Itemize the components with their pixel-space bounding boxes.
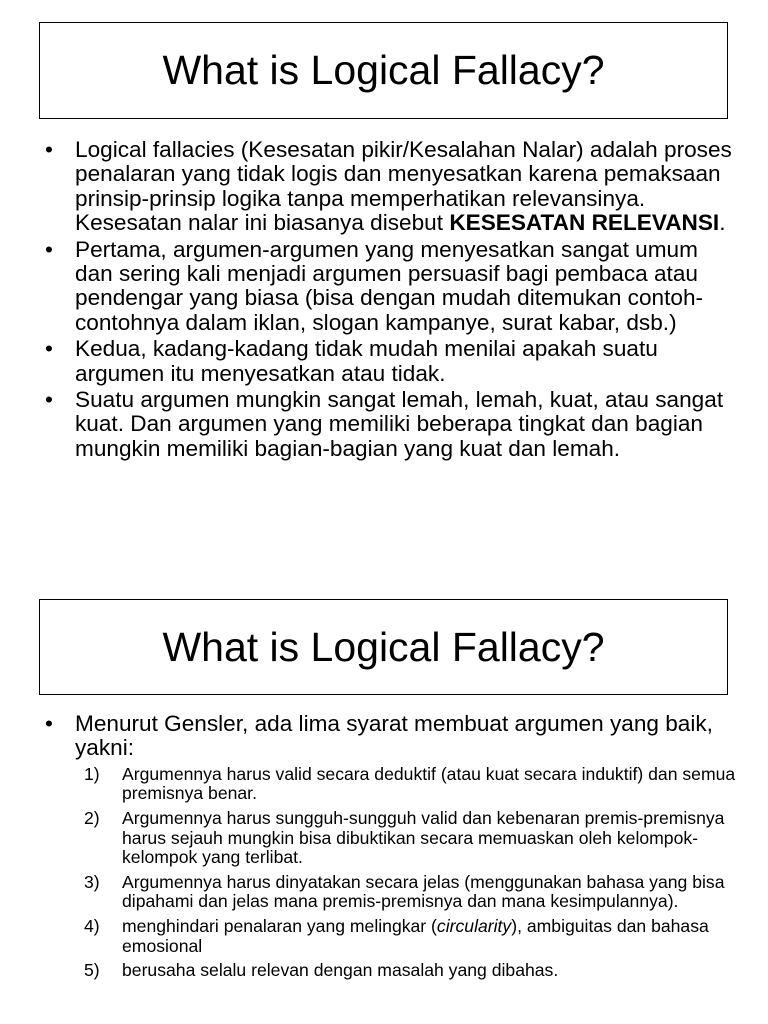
numbered-item bbox=[75, 873, 738, 912]
list-item bbox=[38, 388, 738, 461]
bullet-icon: • bbox=[45, 137, 53, 162]
bullet-text: Pertama, argumen-argumen yang menyesatkan sangat umum dan sering kali menjadi argumen persuasif bagi pembaca atau pendengar yang biasa (bisa dengan mudah ditemukan contoh-contohnya dalam iklan, slogan kampanye, surat kabar, dsb.) bbox=[75, 236, 704, 335]
item-number: 1) bbox=[84, 763, 100, 784]
item-number: 4) bbox=[84, 915, 100, 936]
list-item bbox=[38, 337, 738, 386]
item-number: 5) bbox=[84, 960, 100, 981]
numbered-item bbox=[75, 765, 738, 804]
slide2-bullet-list bbox=[38, 712, 738, 986]
slide1-bullet-list bbox=[38, 138, 738, 463]
bullet-icon: • bbox=[45, 336, 53, 362]
italic-term: circularity bbox=[436, 915, 512, 936]
requirements-list bbox=[75, 765, 738, 981]
bullet-icon: • bbox=[45, 711, 53, 736]
list-item bbox=[38, 238, 738, 336]
list-item bbox=[38, 138, 738, 236]
slide2-title: What is Logical Fallacy? bbox=[162, 623, 605, 670]
numbered-item bbox=[75, 809, 738, 868]
item-number: 3) bbox=[84, 871, 100, 892]
bullet-text: Kedua, kadang-kadang tidak mudah menilai apakah suatu argumen itu menyesatkan atau tidak. bbox=[75, 336, 658, 386]
item-number: 2) bbox=[84, 808, 100, 828]
emphasis-text: KESESATAN RELEVANSI bbox=[449, 210, 720, 236]
slide1-title-box bbox=[39, 22, 728, 119]
bullet-text: Suatu argumen mungkin sangat lemah, lemah, kuat, atau sangat kuat. Dan argumen yang memiliki beberapa tingkat dan bagian mungkin memiliki bagian-bagian yang kuat dan lemah. bbox=[75, 387, 724, 461]
numbered-item bbox=[75, 917, 738, 956]
item-text: Argumennya harus dinyatakan secara jelas (menggunakan bahasa yang bisa dipahami dan jelas mana premis-premisnya dan mana kesimpulannya). bbox=[122, 871, 725, 912]
bullet-icon: • bbox=[45, 236, 53, 262]
bullet-text: Logical fallacies (Kesesatan pikir/Kesalahan Nalar) adalah proses penalaran yang tidak logis dan menyesatkan karena pemaksaan prinsip-prinsip logika tanpa memperhatikan relevansinya. Kesesatan nalar ini biasanya disebut KESESATAN RELEVANSI. bbox=[75, 137, 732, 236]
item-text: menghindari penalaran yang melingkar (circularity), ambiguitas dan bahasa emosional bbox=[122, 915, 709, 956]
numbered-item bbox=[75, 961, 738, 981]
item-text: berusaha selalu relevan dengan masalah yang dibahas. bbox=[122, 960, 559, 981]
item-text: Argumennya harus sungguh-sungguh valid dan kebenaran premis-premisnya harus sejauh mungkin bisa dibuktikan secara memuaskan oleh kelompok-kelompok yang terlibat. bbox=[122, 808, 725, 868]
item-text: Argumennya harus valid secara deduktif (atau kuat secara induktif) dan semua premisnya benar. bbox=[122, 763, 736, 804]
bullet-icon: • bbox=[45, 387, 53, 413]
bullet-text: Menurut Gensler, ada lima syarat membuat argumen yang baik, yakni: bbox=[75, 711, 713, 761]
slide1-title: What is Logical Fallacy? bbox=[162, 47, 605, 93]
slide2-title-box bbox=[39, 599, 728, 695]
list-item bbox=[38, 712, 738, 981]
